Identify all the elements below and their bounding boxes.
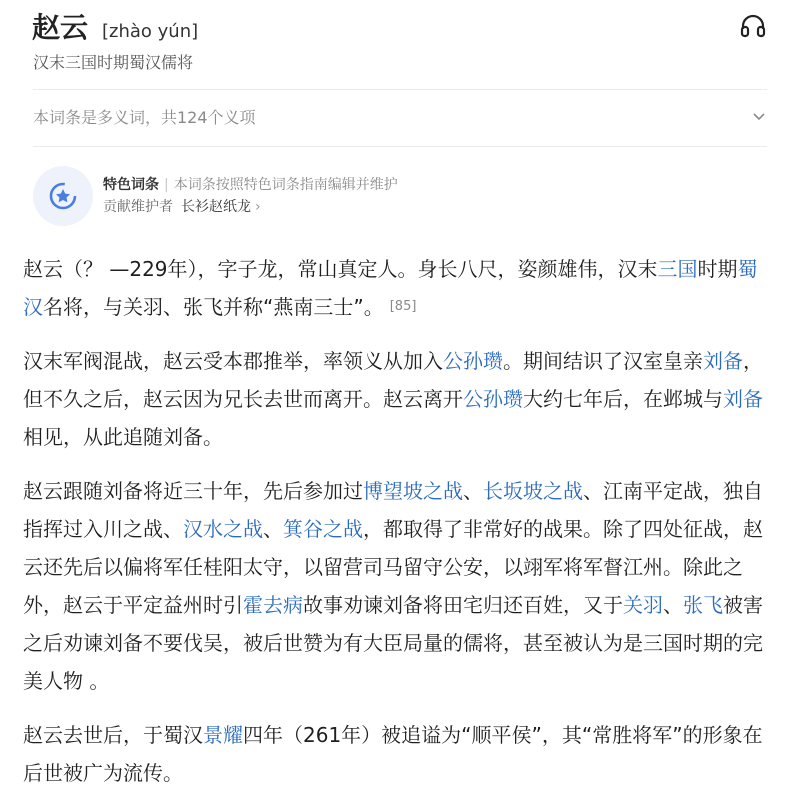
text-run: 、	[463, 479, 483, 503]
entry-pinyin: [zhào yún]	[102, 21, 199, 42]
text-run: 时期	[697, 257, 738, 281]
link-bowangpo[interactable]: 博望坡之战	[363, 479, 463, 503]
link-gongsun-zan[interactable]: 公孙瓒	[443, 349, 503, 373]
polysemy-text: 本词条是多义词，共124个义项	[33, 107, 256, 127]
text-run: 故事劝谏刘备将田宅归还百姓，又于	[303, 593, 623, 617]
text-run: 赵云跟随刘备将近三十年，先后参加过	[23, 479, 363, 503]
paragraph	[23, 472, 775, 700]
link-guan-yu[interactable]: 关羽	[623, 593, 663, 617]
text-run: 赵云去世后，于蜀汉	[23, 723, 203, 747]
link-hanshui[interactable]: 汉水之战	[183, 517, 263, 541]
text-run: 名将，与关羽、张飞并称“燕南三士”。	[43, 295, 384, 319]
featured-separator: |	[164, 177, 169, 193]
entry-header	[32, 8, 198, 48]
entry-title: 赵云	[32, 11, 89, 44]
link-changbanpo[interactable]: 长坂坡之战	[483, 479, 583, 503]
polysemy-selector[interactable]	[33, 104, 767, 128]
text-run: 汉末军阀混战，赵云受本郡推举，率领义从加入	[23, 349, 443, 373]
divider	[33, 89, 767, 90]
chevron-down-icon[interactable]	[751, 108, 767, 124]
text-run: 赵云（？ —229年），字子龙，常山真定人。身长八尺，姿颜雄伟，汉末	[23, 257, 658, 281]
text-run: ，都取得了非常好的战果。除了四处征战，赵云还先后以偏将军任桂阳太守，以留营司马留守公安，以翊军将军督江州。除此之外，赵云于平定益州时引	[23, 517, 763, 617]
link-zhang-fei[interactable]: 张飞	[683, 593, 723, 617]
link-shuhan[interactable]: 蜀汉	[23, 257, 758, 319]
text-run: 四年（261年）被追谥为“顺平侯”，其“常胜将军”的形象在后世被广为流传。	[23, 723, 763, 785]
headphone-icon[interactable]	[740, 14, 766, 38]
paragraph	[23, 342, 775, 456]
text-run: 、	[263, 517, 283, 541]
divider	[33, 146, 767, 147]
featured-entry-banner	[33, 166, 398, 226]
text-run: ，但不久之后，赵云因为兄长去世而离开。赵云离开	[23, 349, 763, 411]
link-huo-qubing[interactable]: 霍去病	[243, 593, 303, 617]
text-run: 大约七年后，在邺城与	[523, 387, 723, 411]
paragraph	[23, 716, 775, 792]
text-run: 相见，从此追随刘备。	[23, 425, 223, 449]
featured-badge-icon	[33, 166, 93, 226]
chevron-right-icon: ›	[255, 199, 261, 215]
link-gongsun-zan[interactable]: 公孙瓒	[463, 387, 523, 411]
contributor-row[interactable]	[103, 196, 398, 218]
text-run: 、江南平定战，独自指挥过入川之战、	[23, 479, 763, 541]
contributor-label: 贡献维护者	[103, 199, 173, 215]
link-liu-bei[interactable]: 刘备	[723, 387, 763, 411]
paragraph	[23, 250, 775, 326]
link-sanguo[interactable]: 三国	[657, 257, 698, 281]
text-run: 、	[663, 593, 683, 617]
contributor-name-link[interactable]: 长衫赵纸龙	[181, 199, 251, 215]
link-liu-bei[interactable]: 刘备	[703, 349, 743, 373]
text-run: 。期间结识了汉室皇亲	[503, 349, 703, 373]
featured-label: 特色词条	[103, 177, 159, 193]
link-jingyao[interactable]: 景耀	[203, 723, 243, 747]
article-body	[23, 250, 775, 808]
link-jigu[interactable]: 箕谷之战	[283, 517, 363, 541]
featured-description: 本词条按照特色词条指南编辑并维护	[173, 177, 398, 193]
text-run: 被害之后劝谏刘备不要伐吴，被后世赞为有大臣局量的儒将，甚至被认为是三国时期的完美人物 。	[23, 593, 763, 693]
entry-subtitle: 汉末三国时期蜀汉儒将	[33, 53, 194, 72]
reference-link[interactable]: [85]	[389, 299, 417, 314]
